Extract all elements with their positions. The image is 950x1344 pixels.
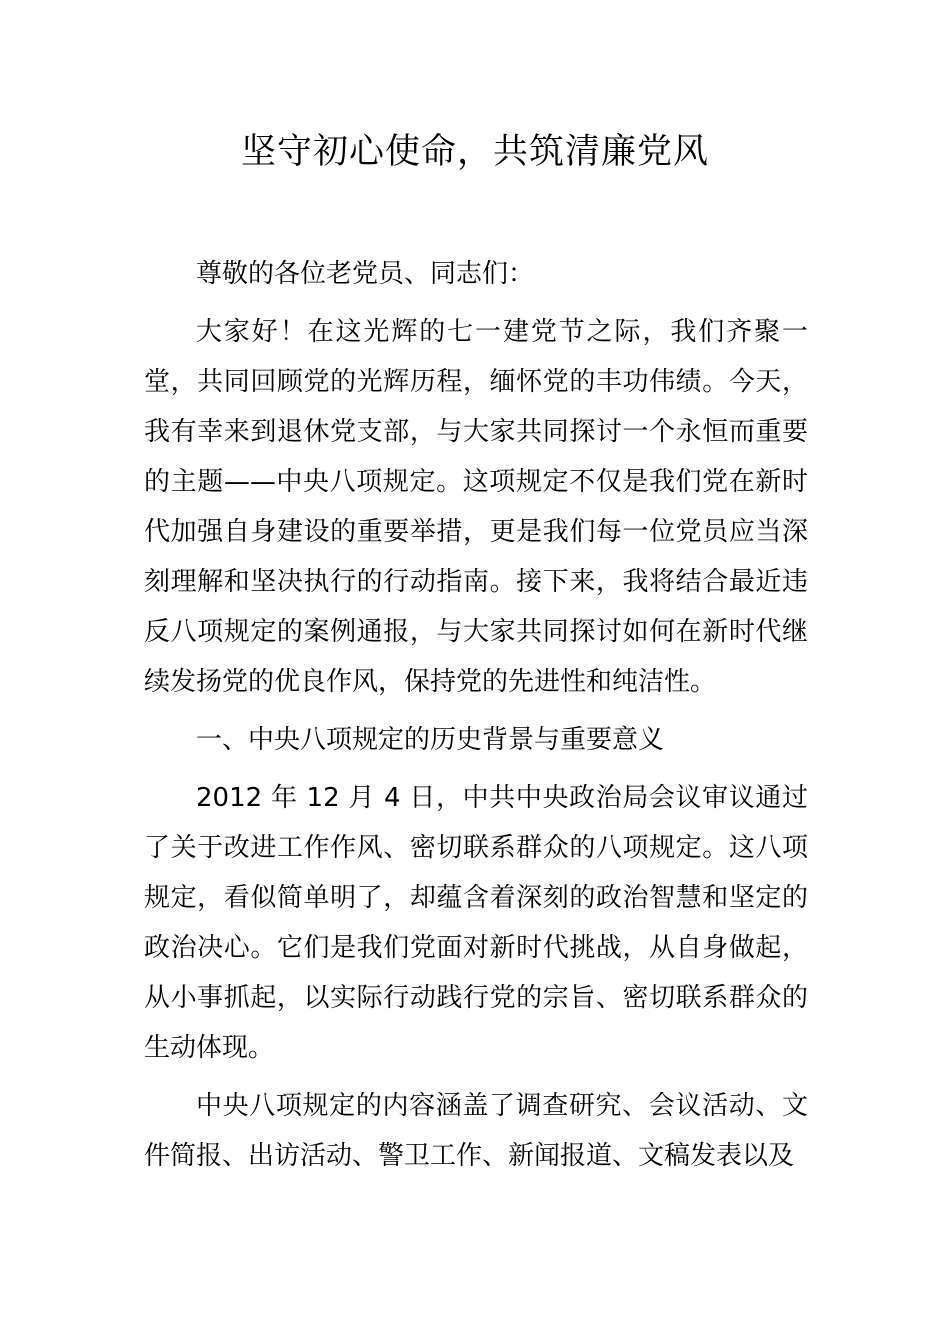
document-title: 坚守初心使命，共筑清廉党风 [240, 132, 709, 172]
section-paragraph: 中央八项规定的内容涵盖了调查研究、会议活动、文件简报、出访活动、警卫工作、新闻报道、文稿发表以及 [144, 1091, 808, 1171]
intro-paragraph: 大家好！在这光辉的七一建党节之际，我们齐聚一堂，共同回顾党的光辉历程，缅怀党的丰功伟绩。今天，我有幸来到退休党支部，与大家共同探讨一个永恒而重要的主题——中央八项规定。这项规定不仅是我们党在新时代加强自身建设的重要举措，更是我们每一位党员应当深刻理解和坚决执行的行动指南。接下来，我将结合最近违反八项规定的案例通报，与大家共同探讨如何在新时代继续发扬党的优良作风，保持党的先进性和纯洁性。 [144, 317, 808, 697]
salutation: 尊敬的各位老党员、同志们： [196, 259, 535, 289]
section-paragraph: 2012 年 12 月 4 日，中共中央政治局会议审议通过了关于改进工作作风、密切联系群众的八项规定。这八项规定，看似简单明了，却蕴含着深刻的政治智慧和坚定的政治决心。它们是我们党面对新时代挑战，从自身做起，从小事抓起，以实际行动践行党的宗旨、密切联系群众的生动体现。 [144, 783, 808, 1063]
document-body [144, 249, 808, 1189]
section-heading: 一、中央八项规定的历史背景与重要意义 [196, 725, 665, 755]
